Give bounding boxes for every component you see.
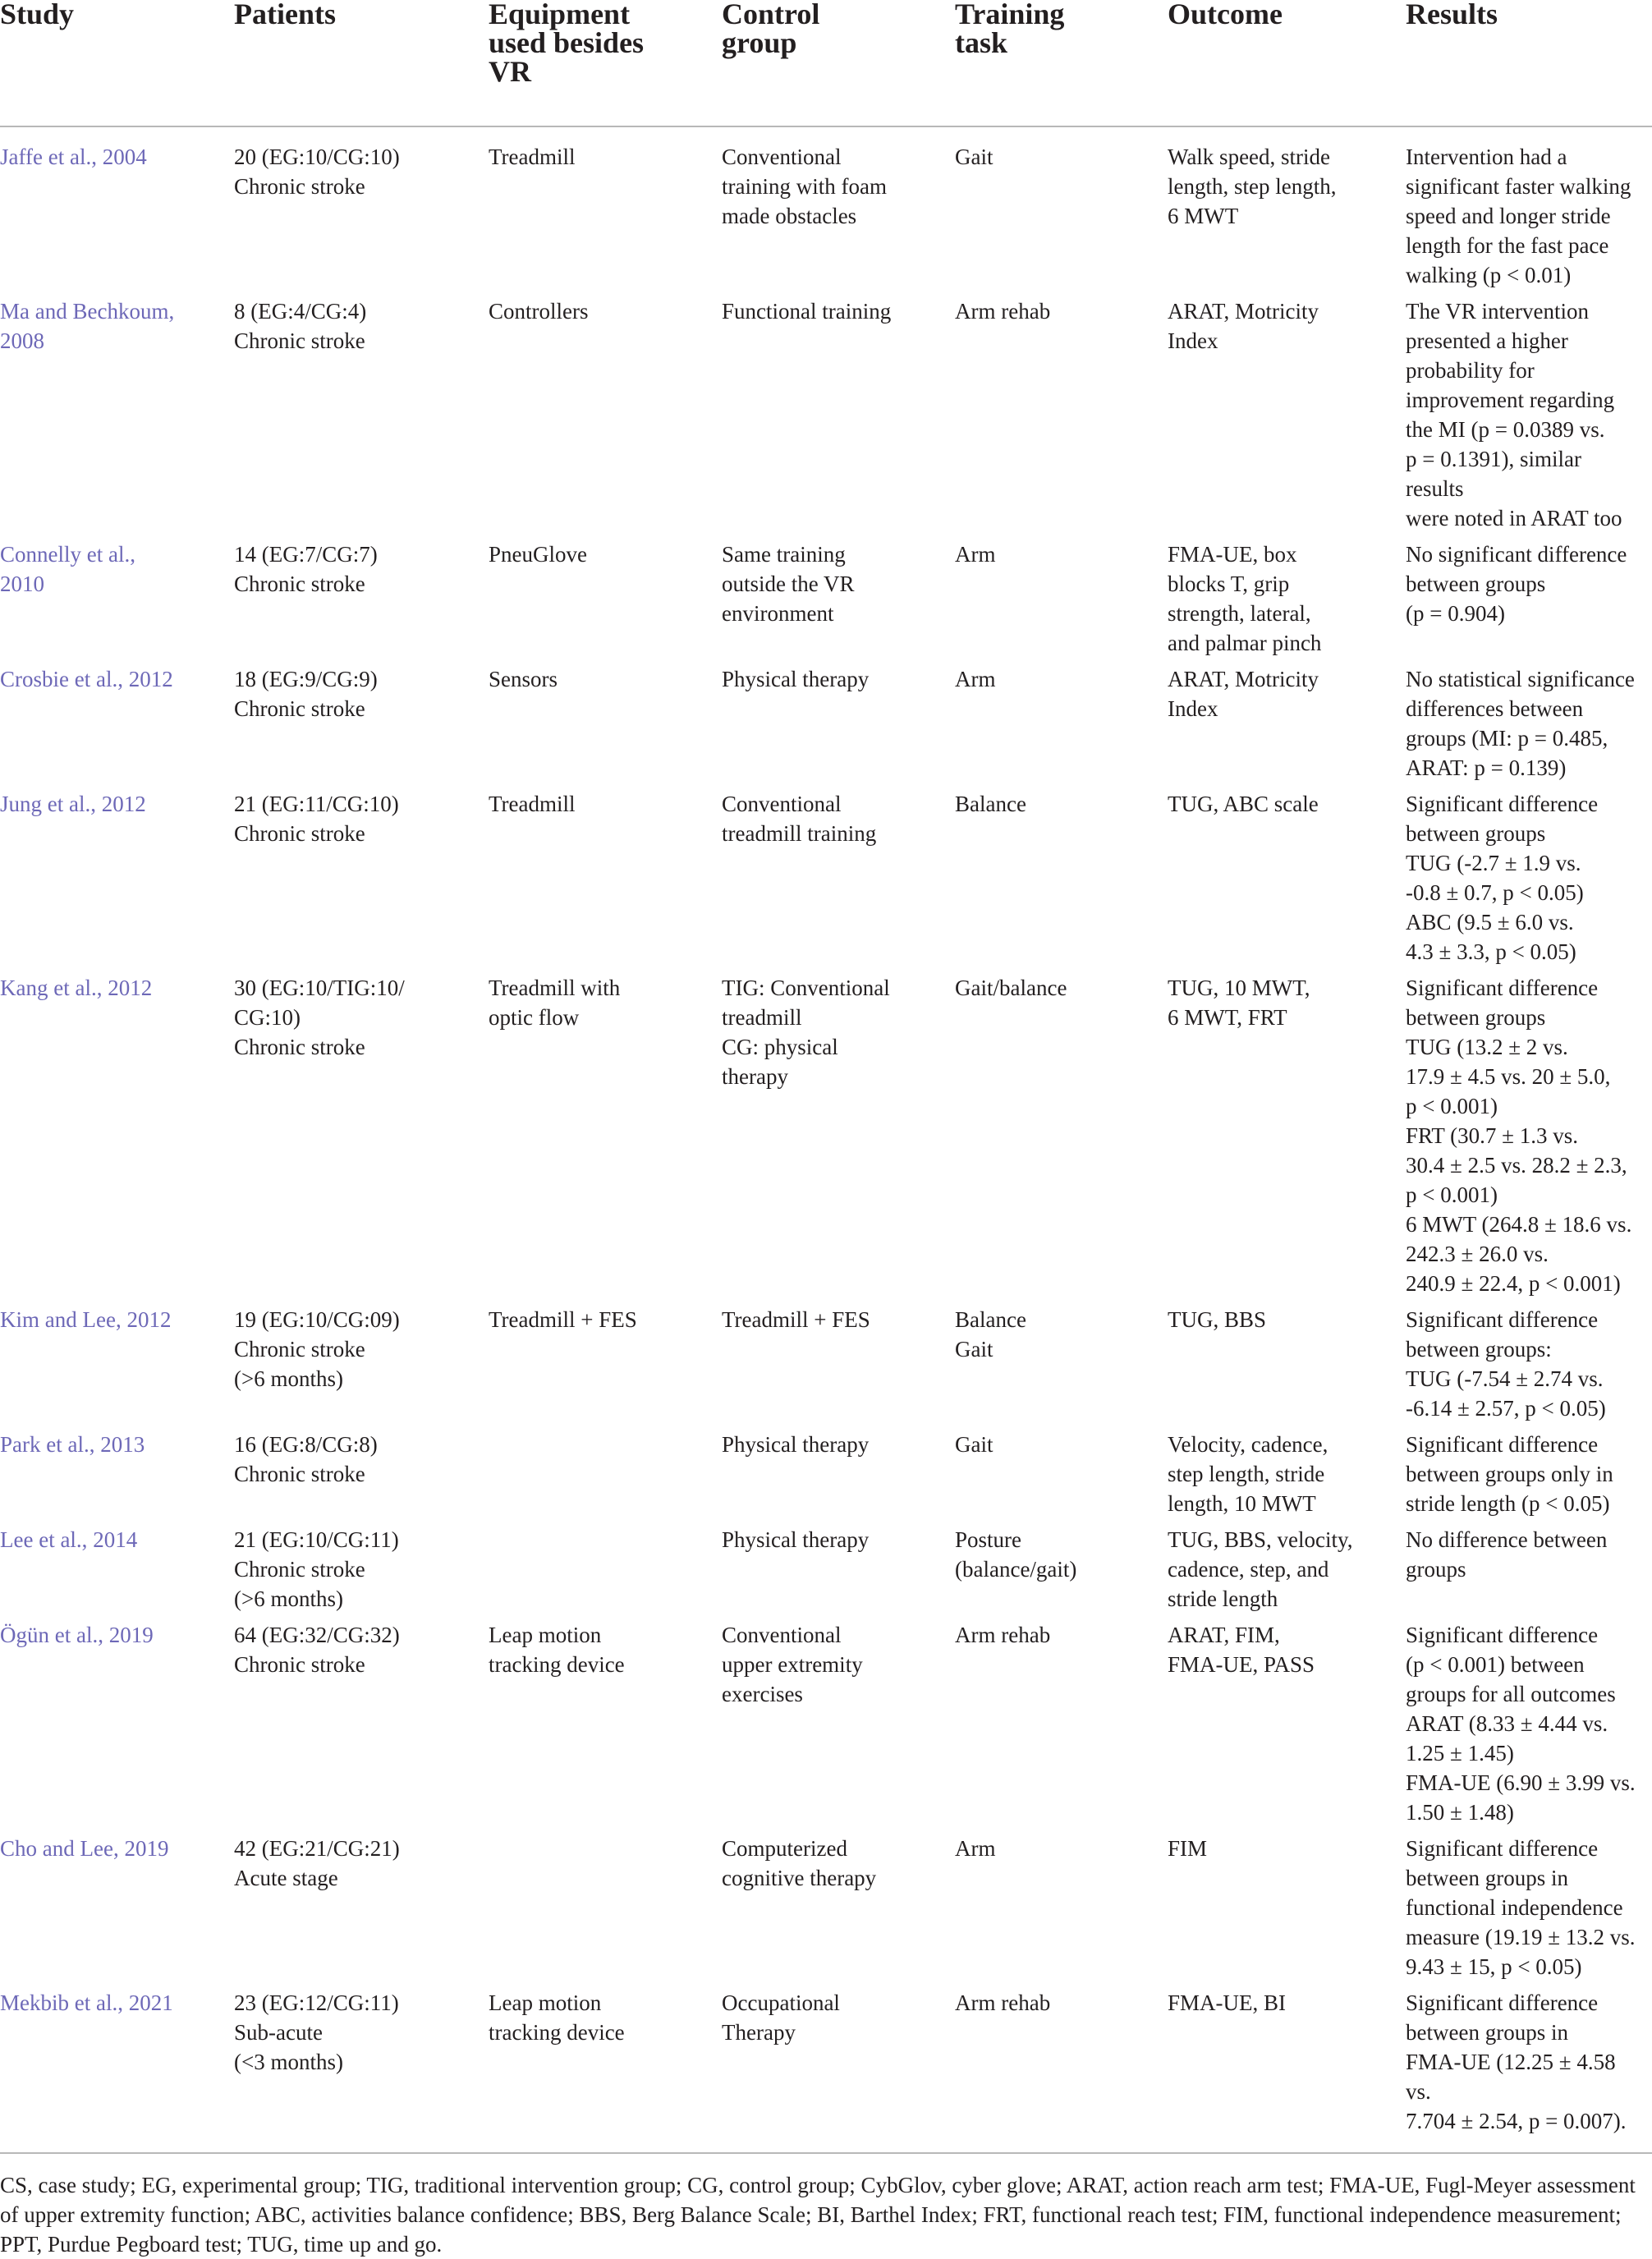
study-year-link[interactable]: 2012 bbox=[108, 976, 153, 1000]
control-group-cell: Conventional treadmill training bbox=[722, 792, 877, 846]
training-task-cell: Arm rehab bbox=[955, 1623, 1051, 1647]
study-author[interactable]: Connelly et al., bbox=[0, 542, 135, 567]
outcome-cell: FIM bbox=[1168, 1836, 1208, 1861]
header-outcome: Outcome bbox=[1168, 0, 1406, 126]
outcome-cell: TUG, BBS, velocity, cadence, step, and stride length bbox=[1168, 1527, 1353, 1611]
study-cell bbox=[0, 973, 234, 1305]
results-cell: No significant difference between groups (p = 0.904) bbox=[1406, 542, 1627, 626]
header-study: Study bbox=[0, 0, 234, 126]
equipment-cell: Treadmill with optic flow bbox=[489, 976, 621, 1030]
study-year-link[interactable]: 2008 bbox=[0, 328, 44, 353]
header-row bbox=[0, 0, 1652, 126]
study-author[interactable]: Cho and Lee, bbox=[0, 1836, 125, 1861]
study-author[interactable]: Kang et al., bbox=[0, 976, 108, 1000]
study-author[interactable]: Kim and Lee, bbox=[0, 1307, 127, 1332]
results-cell: Significant difference between groups in functional independence measure (19.19 ± 13.2 vs. 9.43 ± 15, p < 0.05) bbox=[1406, 1836, 1636, 1979]
results-cell: Significant difference between groups TUG (13.2 ± 2 vs. 17.9 ± 4.5 vs. 20 ± 5.0, p < 0.001) FRT (30.7 ± 1.3 vs. 30.4 ± 2.5 vs. 28.2 ± 2.3, p < 0.001) 6 MWT (264.8 ± 18.6 vs. 242.3 ± 26.0 vs. 240.9 ± 22.4, p < 0.001) bbox=[1406, 976, 1632, 1296]
study-author[interactable]: Park et al., bbox=[0, 1432, 101, 1457]
study-year-link[interactable]: 2004 bbox=[102, 145, 147, 169]
results-cell: Significant difference between groups: TUG (-7.54 ± 2.74 vs. -6.14 ± 2.57, p < 0.05) bbox=[1406, 1307, 1606, 1421]
study-author[interactable]: Jaffe et al., bbox=[0, 145, 103, 169]
header-equipment: Equipment used besides VR bbox=[489, 0, 722, 126]
study-year-link[interactable]: 2010 bbox=[0, 572, 44, 596]
table-row bbox=[0, 789, 1652, 973]
table-row bbox=[0, 296, 1652, 539]
table-row bbox=[0, 126, 1652, 296]
study-author[interactable]: Crosbie et al., bbox=[0, 667, 129, 691]
training-task-cell: Gait bbox=[955, 145, 993, 169]
patients-cell: 19 (EG:10/CG:09) Chronic stroke (>6 months) bbox=[234, 1307, 400, 1391]
results-cell: Intervention had a significant faster walking speed and longer stride length for the fast pace walking (p < 0.01) bbox=[1406, 145, 1631, 287]
study-cell bbox=[0, 1834, 234, 1988]
study-cell bbox=[0, 664, 234, 789]
equipment-cell: Controllers bbox=[489, 299, 589, 324]
outcome-cell: TUG, ABC scale bbox=[1168, 792, 1319, 816]
patients-cell: 8 (EG:4/CG:4) Chronic stroke bbox=[234, 299, 367, 353]
patients-cell: 42 (EG:21/CG:21) Acute stage bbox=[234, 1836, 400, 1890]
control-group-cell: Computerized cognitive therapy bbox=[722, 1836, 877, 1890]
study-year-link[interactable]: 2019 bbox=[108, 1623, 154, 1647]
table-row bbox=[0, 539, 1652, 664]
study-year-link[interactable]: 2012 bbox=[101, 792, 146, 816]
study-cell bbox=[0, 1525, 234, 1620]
training-task-cell: Gait/balance bbox=[955, 976, 1067, 1000]
study-author[interactable]: Lee et al., bbox=[0, 1527, 94, 1552]
equipment-cell: Sensors bbox=[489, 667, 558, 691]
study-year-link[interactable]: 2012 bbox=[128, 667, 173, 691]
table-row bbox=[0, 1525, 1652, 1620]
training-task-cell: Arm rehab bbox=[955, 299, 1051, 324]
equipment-cell: Treadmill bbox=[489, 792, 576, 816]
outcome-cell: Walk speed, stride length, step length, 6 MWT bbox=[1168, 145, 1337, 228]
results-cell: Significant difference between groups only in stride length (p < 0.05) bbox=[1406, 1432, 1613, 1516]
patients-cell: 21 (EG:10/CG:11) Chronic stroke (>6 months) bbox=[234, 1527, 399, 1611]
table-row bbox=[0, 973, 1652, 1305]
training-task-cell: Balance Gait bbox=[955, 1307, 1026, 1361]
control-group-cell: Treadmill + FES bbox=[722, 1307, 870, 1332]
study-author[interactable]: Ögün et al., bbox=[0, 1623, 109, 1647]
table-row bbox=[0, 1620, 1652, 1834]
outcome-cell: ARAT, Motricity Index bbox=[1168, 299, 1319, 353]
study-year-link[interactable]: 2019 bbox=[124, 1836, 169, 1861]
header-training-task: Training task bbox=[955, 0, 1168, 126]
patients-cell: 30 (EG:10/TIG:10/ CG:10) Chronic stroke bbox=[234, 976, 405, 1059]
study-cell bbox=[0, 126, 234, 296]
training-task-cell: Posture (balance/gait) bbox=[955, 1527, 1077, 1582]
study-author[interactable]: Ma and Bechkoum, bbox=[0, 299, 175, 324]
equipment-cell: Treadmill bbox=[489, 145, 576, 169]
results-cell: The VR intervention presented a higher probability for improvement regarding the MI (p = 0.0389 vs. p = 0.1391), similar results were noted in ARAT too bbox=[1406, 299, 1622, 530]
study-cell bbox=[0, 1430, 234, 1525]
results-cell: No difference between groups bbox=[1406, 1527, 1608, 1582]
equipment-cell bbox=[489, 1430, 722, 1525]
control-group-cell: Functional training bbox=[722, 299, 892, 324]
training-task-cell: Arm bbox=[955, 1836, 996, 1861]
patients-cell: 14 (EG:7/CG:7) Chronic stroke bbox=[234, 542, 378, 596]
training-task-cell: Gait bbox=[955, 1432, 993, 1457]
study-author[interactable]: Jung et al., bbox=[0, 792, 102, 816]
header-control-group: Control group bbox=[722, 0, 955, 126]
patients-cell: 18 (EG:9/CG:9) Chronic stroke bbox=[234, 667, 378, 721]
table-row bbox=[0, 1834, 1652, 1988]
control-group-cell: Physical therapy bbox=[722, 1432, 870, 1457]
outcome-cell: Velocity, cadence, step length, stride length, 10 MWT bbox=[1168, 1432, 1328, 1516]
control-group-cell: Same training outside the VR environment bbox=[722, 542, 855, 626]
study-author[interactable]: Mekbib et al., bbox=[0, 1990, 129, 2015]
equipment-cell: Treadmill + FES bbox=[489, 1307, 637, 1332]
control-group-cell: Conventional training with foam made obstacles bbox=[722, 145, 887, 228]
header-patients: Patients bbox=[234, 0, 489, 126]
study-cell bbox=[0, 296, 234, 539]
control-group-cell: Conventional upper extremity exercises bbox=[722, 1623, 863, 1706]
study-cell bbox=[0, 1305, 234, 1430]
patients-cell: 20 (EG:10/CG:10) Chronic stroke bbox=[234, 145, 400, 199]
training-task-cell: Balance bbox=[955, 792, 1026, 816]
table-header bbox=[0, 0, 1652, 126]
patients-cell: 64 (EG:32/CG:32) Chronic stroke bbox=[234, 1623, 400, 1677]
study-cell bbox=[0, 539, 234, 664]
outcome-cell: ARAT, Motricity Index bbox=[1168, 667, 1319, 721]
table-row bbox=[0, 1430, 1652, 1525]
table-row bbox=[0, 1988, 1652, 2153]
table-row bbox=[0, 664, 1652, 789]
table-row bbox=[0, 1305, 1652, 1430]
study-year-link[interactable]: 2021 bbox=[128, 1990, 173, 2015]
results-cell: Significant difference (p < 0.001) between groups for all outcomes ARAT (8.33 ± 4.44 vs. 1.25 ± 1.45) FMA-UE (6.90 ± 3.99 vs. 1.50 ± 1.48) bbox=[1406, 1623, 1636, 1825]
study-year-link[interactable]: 2013 bbox=[100, 1432, 145, 1457]
patients-cell: 21 (EG:11/CG:10) Chronic stroke bbox=[234, 792, 399, 846]
outcome-cell: TUG, 10 MWT, 6 MWT, FRT bbox=[1168, 976, 1310, 1030]
outcome-cell: ARAT, FIM, FMA-UE, PASS bbox=[1168, 1623, 1315, 1677]
study-cell bbox=[0, 1988, 234, 2153]
control-group-cell: Physical therapy bbox=[722, 667, 870, 691]
outcome-cell: FMA-UE, BI bbox=[1168, 1990, 1287, 2015]
results-cell: Significant difference between groups in FMA-UE (12.25 ± 4.58 vs. 7.704 ± 2.54, p = 0.007). bbox=[1406, 1990, 1627, 2133]
study-cell bbox=[0, 1620, 234, 1834]
control-group-cell: Occupational Therapy bbox=[722, 1990, 840, 2045]
results-cell: Significant difference between groups TUG (-2.7 ± 1.9 vs. -0.8 ± 0.7, p < 0.05) ABC (9.5 ± 6.0 vs. 4.3 ± 3.3, p < 0.05) bbox=[1406, 792, 1599, 964]
equipment-cell: Leap motion tracking device bbox=[489, 1990, 625, 2045]
training-task-cell: Arm rehab bbox=[955, 1990, 1051, 2015]
outcome-cell: TUG, BBS bbox=[1168, 1307, 1267, 1332]
patients-cell: 16 (EG:8/CG:8) Chronic stroke bbox=[234, 1432, 378, 1486]
header-results: Results bbox=[1406, 0, 1652, 126]
equipment-cell: PneuGlove bbox=[489, 542, 587, 567]
control-group-cell: TIG: Conventional treadmill CG: physical therapy bbox=[722, 976, 890, 1089]
results-cell: No statistical significance differences between groups (MI: p = 0.485, ARAT: p = 0.139) bbox=[1406, 667, 1635, 780]
table-body bbox=[0, 126, 1652, 2153]
control-group-cell: Physical therapy bbox=[722, 1527, 870, 1552]
equipment-cell bbox=[489, 1834, 722, 1988]
study-year-link[interactable]: 2012 bbox=[126, 1307, 172, 1332]
equipment-cell bbox=[489, 1525, 722, 1620]
training-task-cell: Arm bbox=[955, 667, 996, 691]
table-footnote: CS, case study; EG, experimental group; TIG, traditional intervention group; CG, control group; CybGlov, cyber glove; ARAT, action reach arm test; FMA-UE, Fugl-Meyer assessment of upper extremity function; ABC, activities balance confidence; BBS, Berg Balance Scale; BI, Barthel Index; FRT, functional reach test; FIM, functional independence measurement; PPT, Purdue Pegboard test; TUG, time up and go. bbox=[0, 2173, 1636, 2257]
study-cell bbox=[0, 789, 234, 973]
outcome-cell: FMA-UE, box blocks T, grip strength, lateral, and palmar pinch bbox=[1168, 542, 1322, 655]
training-task-cell: Arm bbox=[955, 542, 996, 567]
patients-cell: 23 (EG:12/CG:11) Sub-acute (<3 months) bbox=[234, 1990, 399, 2074]
study-year-link[interactable]: 2014 bbox=[93, 1527, 138, 1552]
equipment-cell: Leap motion tracking device bbox=[489, 1623, 625, 1677]
